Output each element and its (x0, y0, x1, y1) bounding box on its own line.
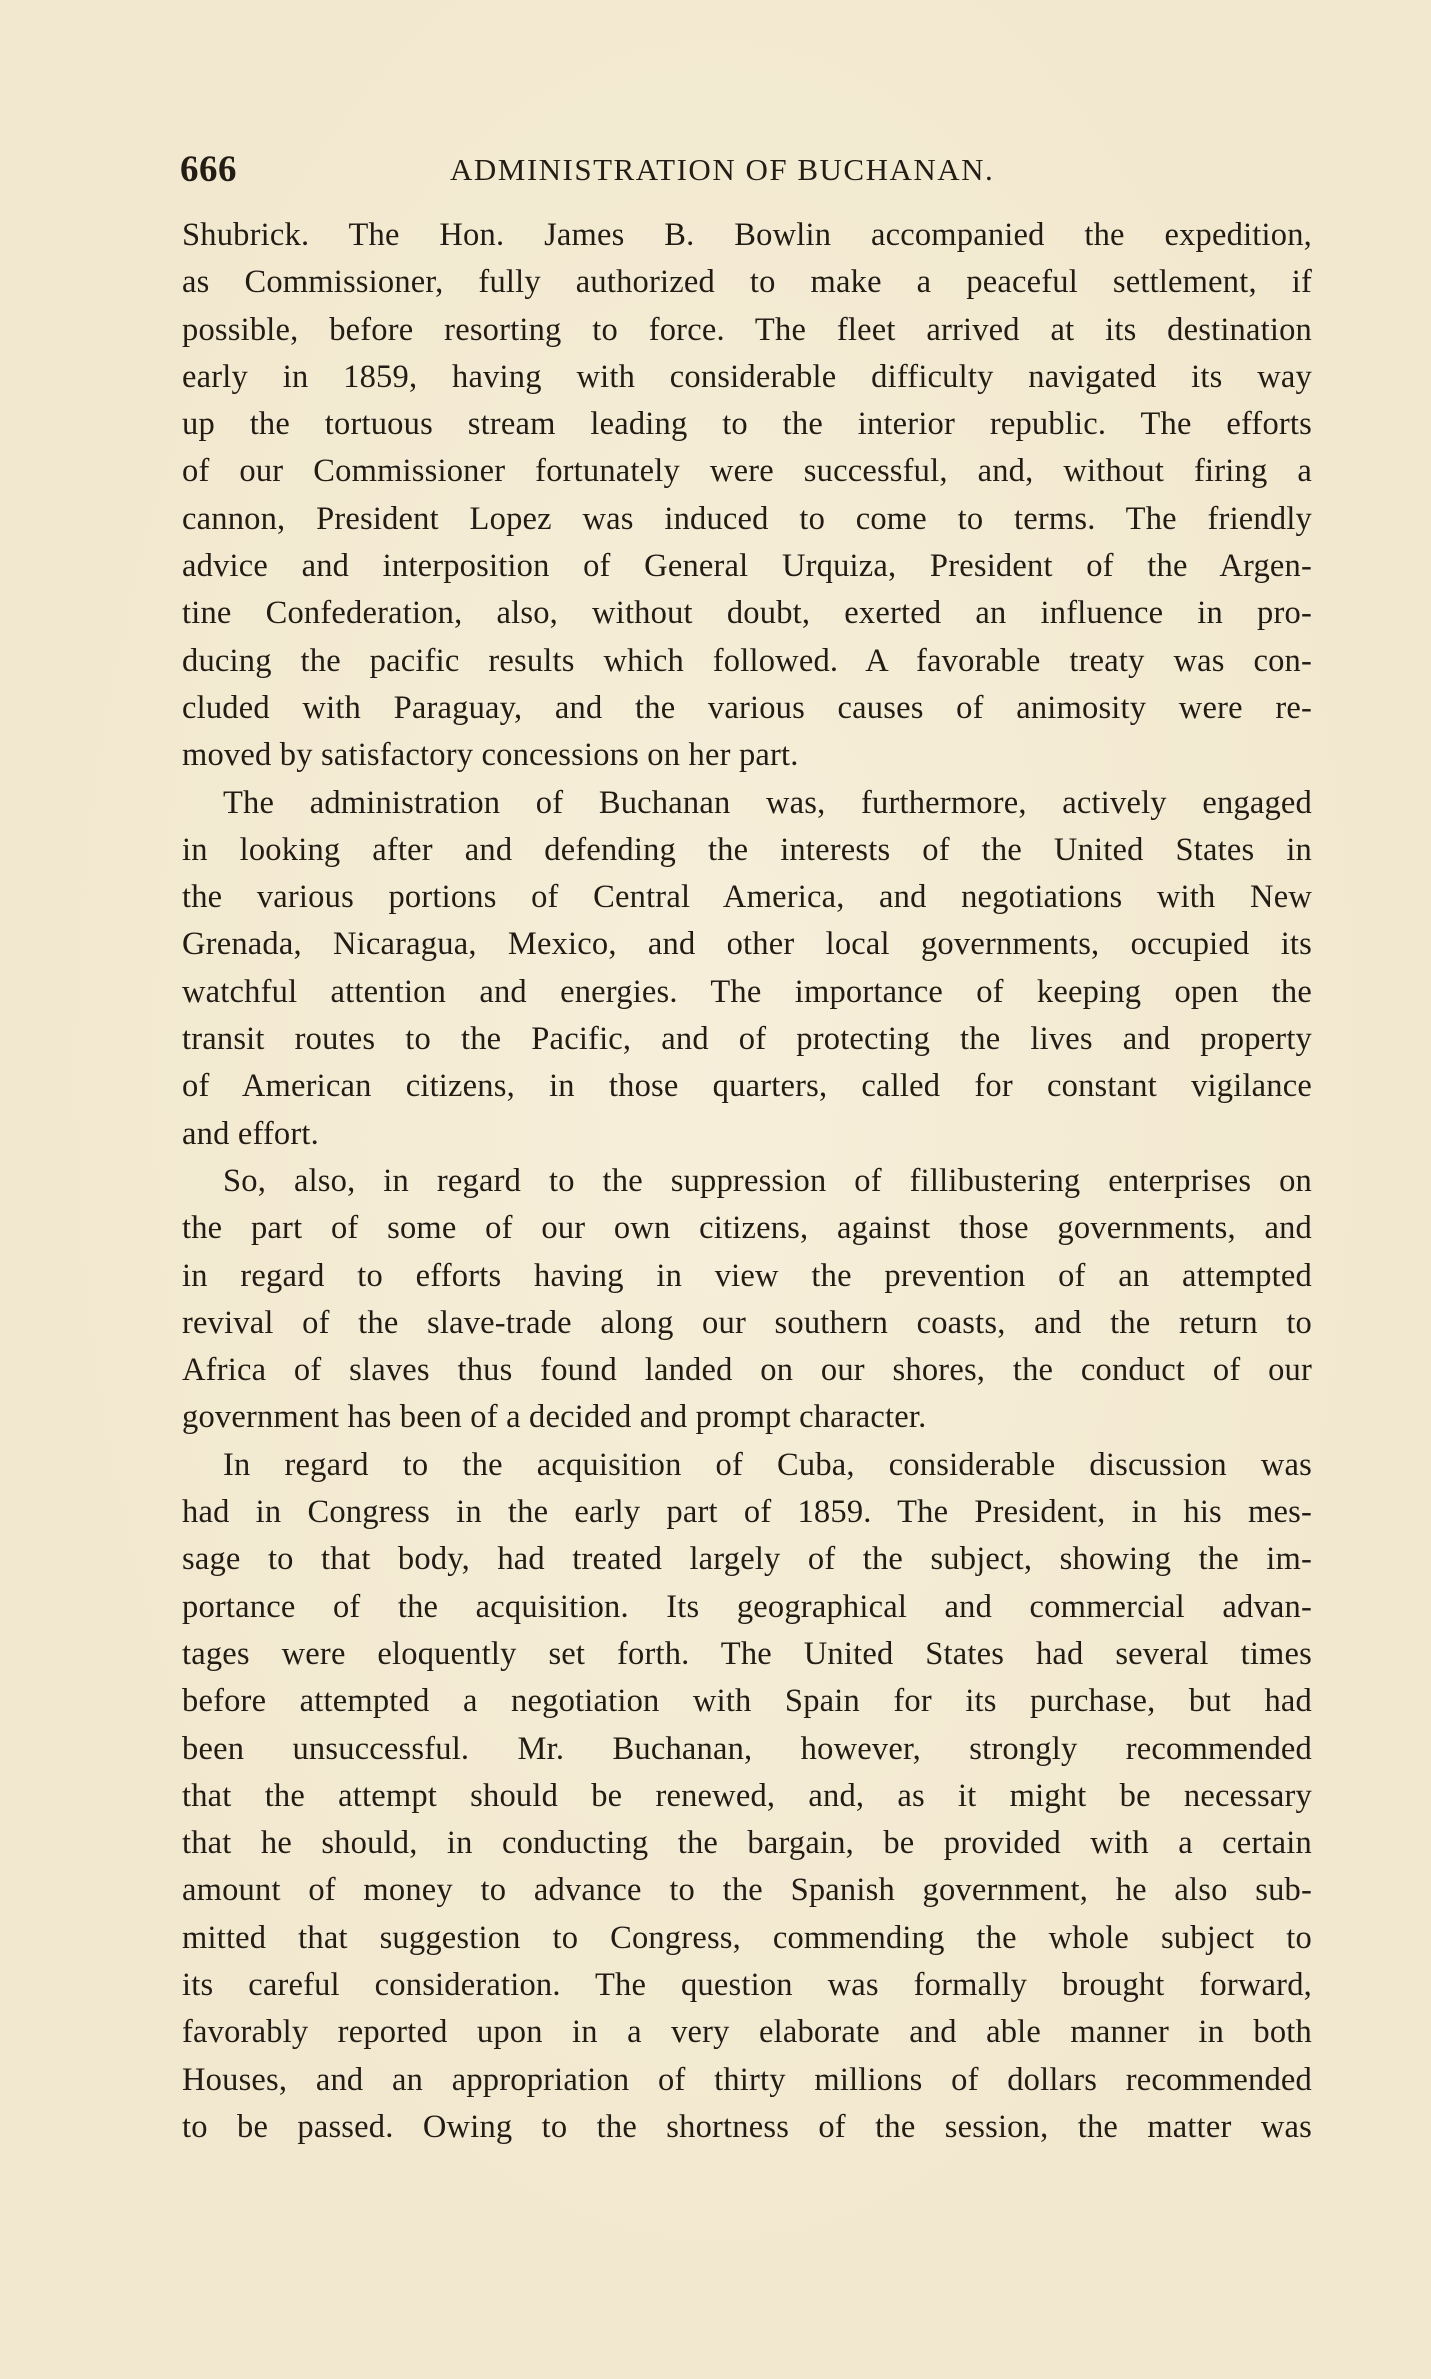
text-line: before attempted a negotiation with Spain for its purchase, but had (182, 1683, 1312, 1720)
text-line: been unsuccessful. Mr. Buchanan, however, strongly recommended (182, 1730, 1312, 1767)
text-line: favorably reported upon in a very elaborate and able manner in both (182, 2014, 1312, 2051)
text-line: advice and interposition of General Urquiza, President of the Argen- (182, 548, 1312, 585)
text-line: revival of the slave-trade along our southern coasts, and the return to (182, 1304, 1312, 1341)
text-line: to be passed. Owing to the shortness of the session, the matter was (182, 2108, 1312, 2145)
text-line: Africa of slaves thus found landed on our shores, the conduct of our (182, 1352, 1312, 1389)
text-line: transit routes to the Pacific, and of protecting the lives and property (182, 1021, 1312, 1058)
text-line: early in 1859, having with considerable difficulty navigated its way (182, 358, 1312, 395)
text-line: government has been of a decided and prompt character. (182, 1399, 927, 1436)
text-line: of our Commissioner fortunately were successful, and, without firing a (182, 453, 1312, 490)
text-line: ducing the pacific results which followed. A favorable treaty was con- (182, 642, 1312, 679)
text-line: in regard to efforts having in view the prevention of an attempted (182, 1257, 1312, 1294)
text-line: that the attempt should be renewed, and, as it might be necessary (182, 1777, 1312, 1814)
paragraph (182, 1442, 1312, 2151)
text-line: moved by satisfactory concessions on her part. (182, 737, 799, 774)
paragraph (182, 780, 1312, 1158)
text-line: and effort. (182, 1115, 319, 1152)
paragraph (182, 1158, 1312, 1442)
text-line: cluded with Paraguay, and the various causes of animosity were re- (182, 689, 1312, 726)
text-line: cannon, President Lopez was induced to come to terms. The friendly (182, 500, 1312, 537)
text-line: tine Confederation, also, without doubt, exerted an influence in pro- (182, 595, 1312, 632)
text-line: the part of some of our own citizens, against those governments, and (182, 1210, 1312, 1247)
text-line: as Commissioner, fully authorized to make a peaceful settlement, if (182, 264, 1312, 301)
text-line: Houses, and an appropriation of thirty millions of dollars recommended (182, 2061, 1312, 2098)
text-line: of American citizens, in those quarters, called for constant vigilance (182, 1068, 1312, 1105)
paragraph (182, 212, 1312, 780)
text-line: that he should, in conducting the bargain, be provided with a certain (182, 1825, 1312, 1862)
text-line: Shubrick. The Hon. James B. Bowlin accompanied the expedition, (182, 217, 1312, 253)
page-header (180, 148, 1310, 198)
text-line: up the tortuous stream leading to the interior republic. The efforts (182, 406, 1312, 443)
text-line: its careful consideration. The question was formally brought forward, (182, 1966, 1312, 2003)
text-line: had in Congress in the early part of 1859. The President, in his mes- (182, 1494, 1312, 1531)
text-line: In regard to the acquisition of Cuba, considerable discussion was (223, 1446, 1312, 1483)
text-line: The administration of Buchanan was, furthermore, actively engaged (223, 784, 1312, 821)
text-line: So, also, in regard to the suppression of fillibustering enterprises on (223, 1162, 1312, 1199)
page-number: 666 (180, 149, 237, 190)
text-line: amount of money to advance to the Spanish government, he also sub- (182, 1872, 1312, 1909)
text-line: possible, before resorting to force. The fleet arrived at its destination (182, 311, 1312, 348)
text-line: the various portions of Central America, and negotiations with New (182, 879, 1312, 916)
text-line: Grenada, Nicaragua, Mexico, and other local governments, occupied its (182, 926, 1312, 963)
running-head: ADMINISTRATION OF BUCHANAN. (450, 152, 995, 187)
text-line: portance of the acquisition. Its geographical and commercial advan- (182, 1588, 1312, 1625)
body-text (182, 212, 1312, 2151)
text-line: in looking after and defending the interests of the United States in (182, 831, 1312, 868)
text-line: tages were eloquently set forth. The United States had several times (182, 1635, 1312, 1672)
text-line: mitted that suggestion to Congress, commending the whole subject to (182, 1919, 1312, 1956)
text-line: watchful attention and energies. The importance of keeping open the (182, 973, 1312, 1010)
text-line: sage to that body, had treated largely of the subject, showing the im- (182, 1541, 1312, 1578)
